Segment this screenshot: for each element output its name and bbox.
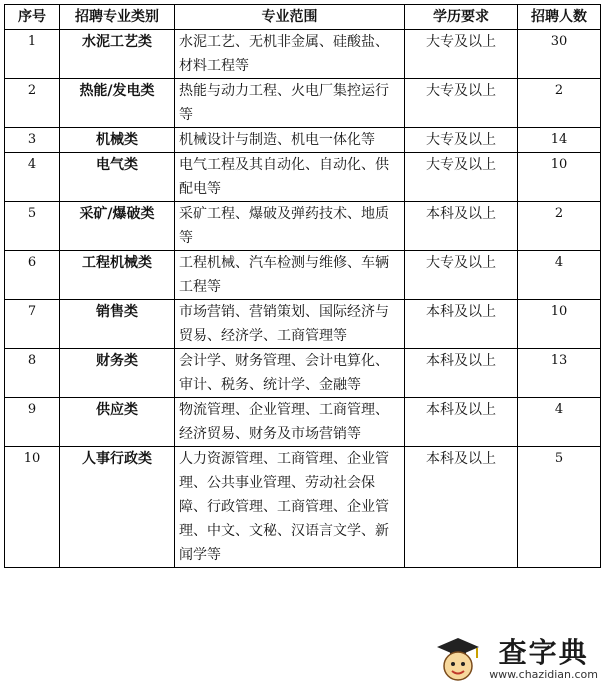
cell-education: 本科及以上 xyxy=(405,398,518,447)
cell-count: 2 xyxy=(518,202,601,251)
cell-count: 14 xyxy=(518,128,601,153)
cell-scope: 电气工程及其自动化、自动化、供配电等 xyxy=(175,153,405,202)
cell-count: 4 xyxy=(518,251,601,300)
cell-education: 本科及以上 xyxy=(405,349,518,398)
header-education: 学历要求 xyxy=(405,5,518,30)
cell-no: 8 xyxy=(5,349,60,398)
cell-category: 电气类 xyxy=(60,153,175,202)
cell-count: 13 xyxy=(518,349,601,398)
cell-education: 大专及以上 xyxy=(405,79,518,128)
cell-category: 销售类 xyxy=(60,300,175,349)
cell-count: 10 xyxy=(518,300,601,349)
cell-education: 大专及以上 xyxy=(405,251,518,300)
cell-no: 10 xyxy=(5,447,60,568)
cell-education: 大专及以上 xyxy=(405,30,518,79)
cell-category: 水泥工艺类 xyxy=(60,30,175,79)
header-scope: 专业范围 xyxy=(175,5,405,30)
watermark xyxy=(433,634,598,684)
table-row xyxy=(5,30,601,79)
table-row xyxy=(5,79,601,128)
cell-count: 10 xyxy=(518,153,601,202)
cell-scope: 采矿工程、爆破及弹药技术、地质等 xyxy=(175,202,405,251)
cell-scope: 人力资源管理、工商管理、企业管理、公共事业管理、劳动社会保障、行政管理、工商管理、企业管理、中文、文秘、汉语言文学、新闻学等 xyxy=(175,447,405,568)
cell-scope: 水泥工艺、无机非金属、硅酸盐、材料工程等 xyxy=(175,30,405,79)
table-header-row xyxy=(5,5,601,30)
cell-scope: 物流管理、企业管理、工商管理、经济贸易、财务及市场营销等 xyxy=(175,398,405,447)
cell-category: 机械类 xyxy=(60,128,175,153)
cell-no: 4 xyxy=(5,153,60,202)
cell-no: 6 xyxy=(5,251,60,300)
table-row xyxy=(5,153,601,202)
cell-count: 4 xyxy=(518,398,601,447)
cell-category: 热能/发电类 xyxy=(60,79,175,128)
table-row xyxy=(5,128,601,153)
header-count: 招聘人数 xyxy=(518,5,601,30)
cell-scope: 市场营销、营销策划、国际经济与贸易、经济学、工商管理等 xyxy=(175,300,405,349)
cell-no: 3 xyxy=(5,128,60,153)
graduate-cap-mascot-icon xyxy=(433,634,483,684)
table-row xyxy=(5,447,601,568)
cell-count: 5 xyxy=(518,447,601,568)
cell-no: 7 xyxy=(5,300,60,349)
cell-education: 本科及以上 xyxy=(405,300,518,349)
cell-scope: 机械设计与制造、机电一体化等 xyxy=(175,128,405,153)
header-no: 序号 xyxy=(5,5,60,30)
cell-category: 财务类 xyxy=(60,349,175,398)
watermark-title: 查字典 xyxy=(498,636,589,669)
table-row xyxy=(5,202,601,251)
cell-scope: 工程机械、汽车检测与维修、车辆工程等 xyxy=(175,251,405,300)
cell-no: 2 xyxy=(5,79,60,128)
table-row xyxy=(5,349,601,398)
cell-no: 5 xyxy=(5,202,60,251)
cell-no: 1 xyxy=(5,30,60,79)
cell-education: 本科及以上 xyxy=(405,202,518,251)
cell-category: 工程机械类 xyxy=(60,251,175,300)
header-category: 招聘专业类别 xyxy=(60,5,175,30)
table-row xyxy=(5,300,601,349)
cell-category: 供应类 xyxy=(60,398,175,447)
watermark-url: www.chazidian.com xyxy=(489,668,598,681)
table-row xyxy=(5,251,601,300)
cell-education: 本科及以上 xyxy=(405,447,518,568)
cell-scope: 热能与动力工程、火电厂集控运行等 xyxy=(175,79,405,128)
table-row xyxy=(5,398,601,447)
cell-category: 采矿/爆破类 xyxy=(60,202,175,251)
recruitment-table xyxy=(4,4,601,568)
cell-scope: 会计学、财务管理、会计电算化、审计、税务、统计学、金融等 xyxy=(175,349,405,398)
cell-count: 2 xyxy=(518,79,601,128)
cell-education: 大专及以上 xyxy=(405,153,518,202)
cell-category: 人事行政类 xyxy=(60,447,175,568)
cell-count: 30 xyxy=(518,30,601,79)
cell-education: 大专及以上 xyxy=(405,128,518,153)
cell-no: 9 xyxy=(5,398,60,447)
